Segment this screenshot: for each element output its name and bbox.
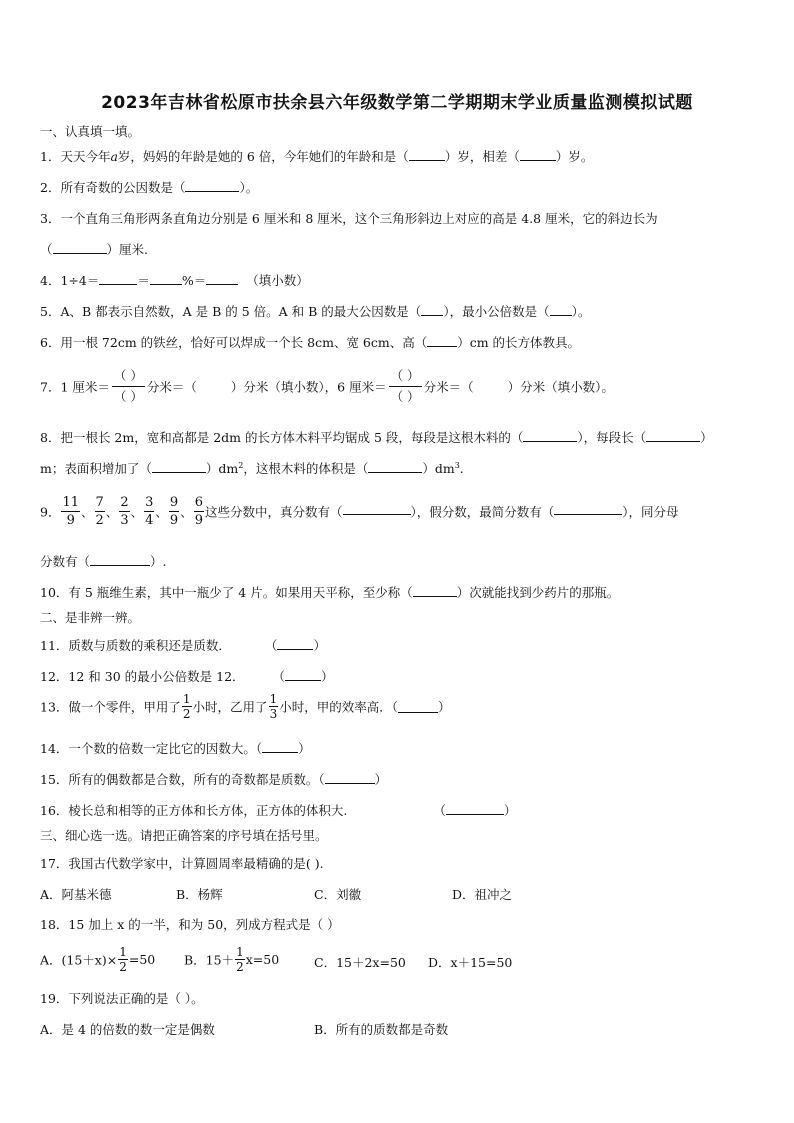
question-3: 3．一个直角三角形两条直角边分别是 6 厘米和 8 厘米，这个三角形斜边上对应的高是 4.8 厘米，它的斜边长为 xyxy=(40,211,658,226)
option-b[interactable]: B．所有的质数都是奇数 xyxy=(314,1022,449,1037)
variable-a: a xyxy=(110,149,118,164)
answer-blank[interactable] xyxy=(520,148,556,161)
answer-blank[interactable] xyxy=(554,502,622,515)
question-13: 13．做一个零件，甲用了 $\frac{1}{2}$ 小时，乙用了 $\frac{1}{3}$ 小时，甲的效率高．（ ） xyxy=(40,692,451,721)
option-a[interactable]: A．(15＋x)× $\frac{1}{2}$ =50 xyxy=(40,945,156,974)
question-11: 11．质数与质数的乘积还是质数． （ ） xyxy=(40,638,326,653)
question-1: 1．天天今年a岁，妈妈的年龄是她的 6 倍，今年她们的年龄和是（ ）岁，相差（ ）岁。 xyxy=(40,149,594,164)
answer-blank[interactable] xyxy=(53,241,107,254)
fraction-blank[interactable]: （ ） （ ） xyxy=(390,368,420,404)
answer-blank[interactable] xyxy=(343,502,411,515)
question-8-line-2: m；表面积增加了（ ）$dm^2$，这根木料的体积是（ ）$dm^3$. xyxy=(40,460,464,476)
option-b[interactable]: B．杨辉 xyxy=(176,887,223,902)
section-2-heading: 二、是非辨一辨。 xyxy=(40,610,141,625)
question-7: 7．1 厘米＝ （ ） （ ） 分米＝（ ）分米（填小数），6 厘米＝ （ ） （ ） 分米＝（ ）分米（填小数）。 xyxy=(40,366,614,407)
question-3-line-2: （ ）厘米. xyxy=(40,242,148,257)
answer-blank[interactable] xyxy=(413,584,457,597)
option-d[interactable]: D．祖冲之 xyxy=(452,887,513,902)
fraction: $\frac{7}{2}$ xyxy=(95,495,104,528)
question-17-stem: 17．我国古代数学家中，计算圆周率最精确的是( ). xyxy=(40,856,324,871)
answer-blank[interactable] xyxy=(150,272,182,285)
answer-blank[interactable] xyxy=(446,802,504,815)
question-6: 6．用一根 72cm 的铁丝，恰好可以焊成一个长 8cm、宽 6cm、高（ ）cm 的长方体教具。 xyxy=(40,335,581,350)
fraction: $\frac{9}{9}$ xyxy=(169,495,179,528)
fraction-blank[interactable]: （ ） （ ） xyxy=(113,368,143,404)
answer-blank[interactable] xyxy=(398,700,438,713)
option-c[interactable]: C．15＋2x=50 xyxy=(314,955,406,970)
answer-blank[interactable] xyxy=(427,334,457,347)
question-2: 2．所有奇数的公因数是（ ）。 xyxy=(40,180,259,195)
option-b[interactable]: B．15＋ $\frac{1}{2}$ x=50 xyxy=(184,945,280,974)
answer-blank[interactable] xyxy=(550,303,572,316)
question-14: 14．一个数的倍数一定比它的因数大。（ ） xyxy=(40,741,311,756)
answer-blank[interactable] xyxy=(152,460,206,473)
answer-blank[interactable] xyxy=(646,429,700,442)
answer-blank[interactable] xyxy=(325,771,375,784)
option-a[interactable]: A．是 4 的倍数的数一定是偶数 xyxy=(40,1022,215,1037)
fraction: $\frac{2}{3}$ xyxy=(120,495,129,528)
section-1-heading: 一、认真填一填。 xyxy=(40,124,141,139)
question-16: 16．棱长总和相等的正方体和长方体，正方体的体积大. （ ） xyxy=(40,803,517,818)
question-15: 15．所有的偶数都是合数，所有的奇数都是质数。（ ） xyxy=(40,772,388,787)
question-5: 5．A、B 都表示自然数，A 是 B 的 5 倍。A 和 B 的最大公因数是（ ），最小公倍数是（ ）。 xyxy=(40,304,591,319)
question-8: 8．把一根长 2m，宽和高都是 2dm 的长方体木料平均锯成 5 段，每段是这根木料的（ ），每段长（ ） xyxy=(40,430,713,445)
answer-blank[interactable] xyxy=(99,272,137,285)
answer-blank[interactable] xyxy=(206,272,238,285)
answer-blank[interactable] xyxy=(285,668,321,681)
answer-blank[interactable] xyxy=(523,429,577,442)
answer-blank[interactable] xyxy=(368,460,422,473)
fraction: $\frac{6}{9}$ xyxy=(194,495,203,528)
option-c[interactable]: C．刘徽 xyxy=(314,887,362,902)
answer-blank[interactable] xyxy=(262,740,298,753)
section-3-heading: 三、细心选一选。请把正确答案的序号填在括号里。 xyxy=(40,828,328,843)
page-title: 2023年吉林省松原市扶余县六年级数学第二学期期末学业质量监测模拟试题 xyxy=(101,93,693,113)
option-a[interactable]: A．阿基米德 xyxy=(40,887,112,902)
fraction: $\frac{11}{9}$ xyxy=(62,495,79,528)
answer-blank[interactable] xyxy=(185,179,239,192)
question-9-line-2: 分数有（ ）. xyxy=(40,554,167,569)
answer-blank[interactable] xyxy=(409,148,445,161)
question-10: 10．有 5 瓶维生素，其中一瓶少了 4 片。如果用天平称，至少称（ ）次就能找到少药片的那瓶。 xyxy=(40,585,620,600)
question-19-stem: 19．下列说法正确的是（ ）。 xyxy=(40,991,204,1006)
answer-blank[interactable] xyxy=(90,553,150,566)
question-12: 12．12 和 30 的最小公倍数是 12． （ ） xyxy=(40,669,334,684)
answer-blank[interactable] xyxy=(421,303,443,316)
fraction: $\frac{3}{4}$ xyxy=(145,495,154,528)
question-4: 4．1÷4＝ ＝ %＝ （填小数） xyxy=(40,273,309,288)
question-18-stem: 18．15 加上 x 的一半，和为 50，列成方程式是（ ） xyxy=(40,917,340,932)
question-9: 9． $\frac{11}{9}$ 、 $\frac{7}{2}$ 、 $\frac{2}{3}$ 、 $\frac{3}{4}$ 、 $\frac{9}{9}$ 、 $\frac{6}{9}$ 这些分数中，真分数有（ ），假分数，最简分数有（ ），同分母 xyxy=(40,495,679,528)
answer-blank[interactable] xyxy=(277,637,313,650)
option-d[interactable]: D．x＋15=50 xyxy=(428,955,513,970)
